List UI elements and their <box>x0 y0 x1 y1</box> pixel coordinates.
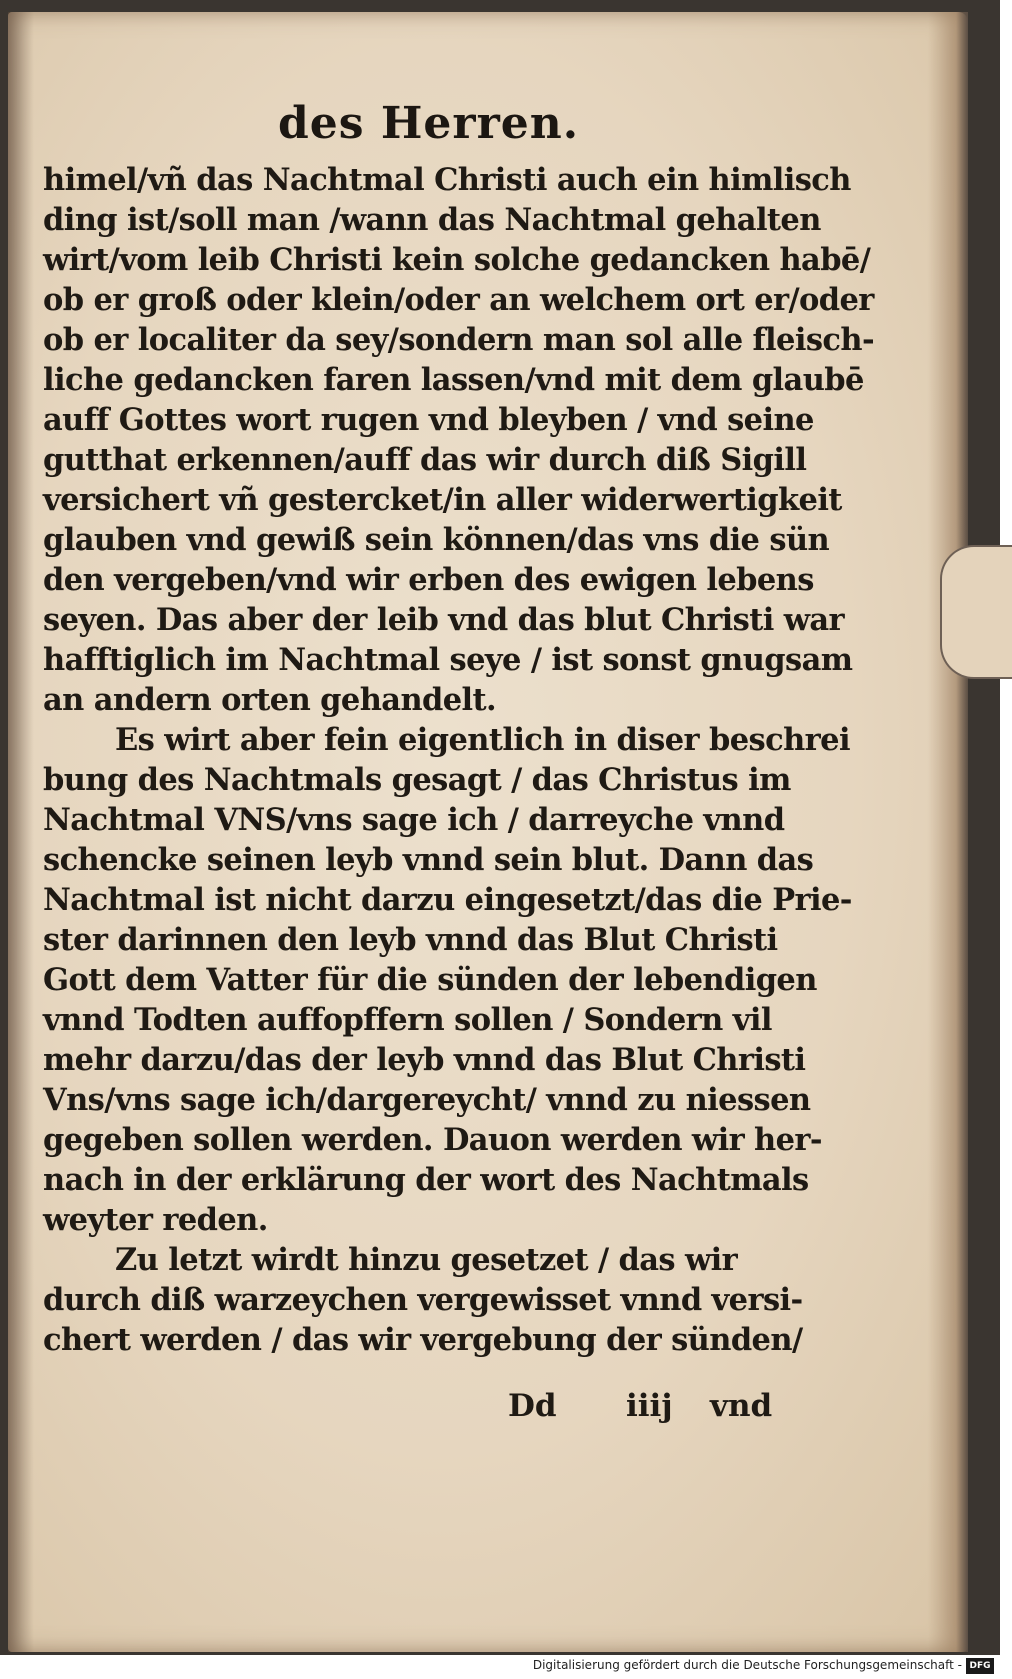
text-line: seyen. Das aber der leib vnd das blut Christi war <box>43 602 845 638</box>
text-line: Nachtmal VNS/vns sage ich / darreyche vnnd <box>43 802 785 838</box>
text-line: gegeben sollen werden. Dauon werden wir her- <box>43 1122 822 1158</box>
text-line: gutthat erkennen/auff das wir durch diß Sigill <box>43 442 807 478</box>
text-line: nach in der erklärung der wort des Nachtmals <box>43 1162 809 1198</box>
text-line: an andern orten gehandelt. <box>43 682 497 718</box>
text-line: liche gedancken faren lassen/vnd mit dem glaubē <box>43 362 864 398</box>
text-line: ster darinnen den leyb vnnd das Blut Christi <box>43 922 778 958</box>
clip-tab-edge <box>940 545 1012 679</box>
text-line: wirt/vom leib Christi kein solche gedancken habē/ <box>43 242 871 278</box>
text-line: den vergeben/vnd wir erben des ewigen lebens <box>43 562 814 598</box>
text-line: versichert vñ gestercket/in aller widerwertigkeit <box>43 482 842 518</box>
footer-credit: Digitalisierung gefördert durch die Deutsche Forschungsgemeinschaft - <box>532 1658 962 1672</box>
text-line: glauben vnd gewiß sein können/das vns die sün <box>43 522 830 558</box>
book-page <box>8 12 968 1652</box>
text-line: ob er localiter da sey/sondern man sol alle fleisch- <box>43 322 875 358</box>
text-line: Gott dem Vatter für die sünden der lebendigen <box>43 962 817 998</box>
text-line: ob er groß oder klein/oder an welchem ort er/oder <box>43 282 874 318</box>
text-line: ding ist/soll man /wann das Nachtmal gehalten <box>43 202 821 238</box>
text-line: durch diß warzeychen vergewisset vnnd versi- <box>43 1282 803 1318</box>
body-text <box>43 160 875 1360</box>
catchword: vnd <box>710 1388 773 1424</box>
text-line: schencke seinen leyb vnnd sein blut. Dann das <box>43 842 814 878</box>
text-line: bung des Nachtmals gesagt / das Christus im <box>43 762 791 798</box>
dfg-logo: DFG <box>966 1658 994 1674</box>
text-line: hafftiglich im Nachtmal seye / ist sonst gnugsam <box>43 642 853 678</box>
text-line: mehr darzu/das der leyb vnnd das Blut Christi <box>43 1042 806 1078</box>
page-edge-shadow <box>928 12 968 1652</box>
text-line: vnnd Todten auffopffern sollen / Sondern vil <box>43 1002 772 1038</box>
signature-number: iiij <box>626 1388 673 1424</box>
running-head: des Herren. <box>278 98 580 149</box>
signature-mark: Dd <box>508 1388 557 1424</box>
gutter-shadow <box>8 12 34 1652</box>
text-line-paragraph-start: Es wirt aber fein eigentlich in diser beschrei <box>115 722 850 758</box>
text-line: Nachtmal ist nicht darzu eingesetzt/das die Prie- <box>43 882 852 918</box>
text-line: Vns/vns sage ich/dargereycht/ vnnd zu niessen <box>43 1082 811 1118</box>
text-line-paragraph-start: Zu letzt wirdt hinzu gesetzet / das wir <box>115 1242 738 1278</box>
text-line: weyter reden. <box>43 1202 268 1238</box>
digitization-footer <box>0 1655 1000 1679</box>
text-line: chert werden / das wir vergebung der sünden/ <box>43 1322 803 1358</box>
text-line: himel/vñ das Nachtmal Christi auch ein himlisch <box>43 162 851 198</box>
text-line: auff Gottes wort rugen vnd bleyben / vnd seine <box>43 402 814 438</box>
